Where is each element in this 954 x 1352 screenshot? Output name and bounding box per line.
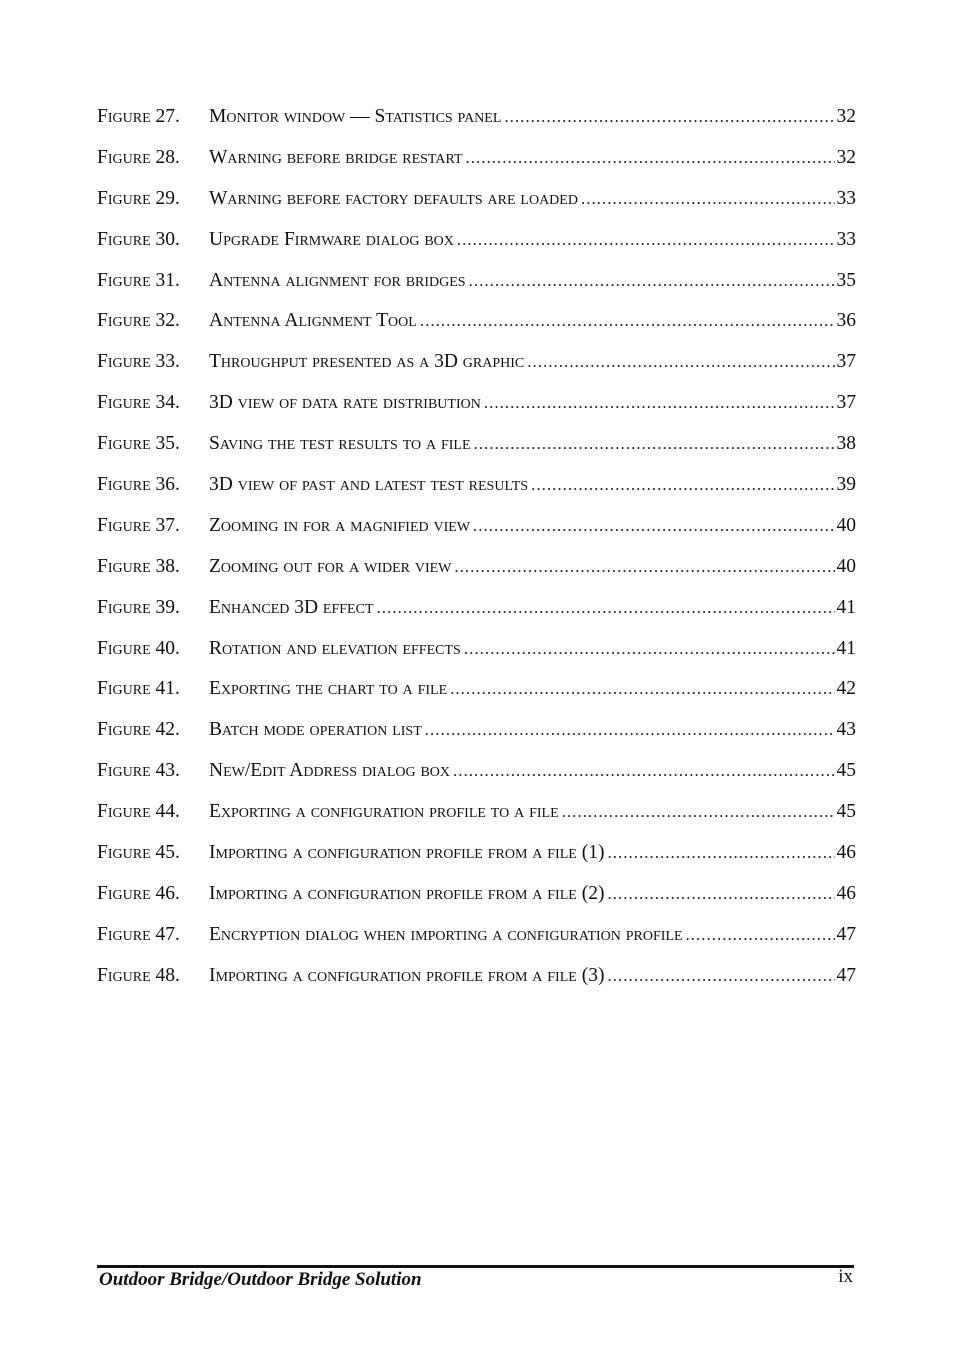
toc-entry[interactable] <box>97 881 856 922</box>
figure-number: Figure 40. <box>97 637 180 659</box>
toc-entry[interactable] <box>97 227 856 268</box>
toc-entry[interactable] <box>97 676 856 717</box>
figure-caption: Throughput presented as a 3D graphic <box>209 351 525 373</box>
figure-number: Figure 44. <box>97 801 180 823</box>
figure-caption: Enhanced 3D effect <box>209 596 374 618</box>
footer-rule <box>97 1265 854 1268</box>
page-number: 45 <box>836 801 856 823</box>
footer-title: Outdoor Bridge/Outdoor Bridge Solution <box>99 1269 422 1290</box>
toc-entry[interactable] <box>97 758 856 799</box>
figure-caption: Batch mode operation list <box>209 719 422 741</box>
figure-number: Figure 47. <box>97 923 180 945</box>
figure-caption: Importing a configuration profile from a file (2) <box>209 882 605 904</box>
page-number: 42 <box>836 678 856 700</box>
figure-caption: 3D view of past and latest test results <box>209 474 529 496</box>
page-number: 32 <box>836 146 856 168</box>
figure-caption: Upgrade Firmware dialog box <box>209 228 454 250</box>
figure-caption: Importing a configuration profile from a file (3) <box>209 964 605 986</box>
toc-entry[interactable] <box>97 268 856 309</box>
page-number: 35 <box>836 269 856 291</box>
dot-leader <box>450 676 834 702</box>
figure-number: Figure 37. <box>97 514 180 536</box>
figure-number: Figure 42. <box>97 719 180 741</box>
page-number: 47 <box>836 964 856 986</box>
toc-entry[interactable] <box>97 636 856 677</box>
page-number: 46 <box>836 882 856 904</box>
page-number: 33 <box>836 187 856 209</box>
figure-caption: Zooming out for a wider view <box>209 555 452 577</box>
figure-number: Figure 43. <box>97 760 180 782</box>
page-number: 40 <box>836 555 856 577</box>
figure-caption: Rotation and elevation effects <box>209 637 461 659</box>
toc-entry[interactable] <box>97 717 856 758</box>
figure-number: Figure 46. <box>97 882 180 904</box>
dot-leader <box>562 799 835 825</box>
dot-leader <box>420 308 835 334</box>
dot-leader <box>457 227 835 253</box>
toc-entry[interactable] <box>97 840 856 881</box>
figure-caption: Antenna Alignment Tool <box>209 310 417 332</box>
toc-entry[interactable] <box>97 595 856 636</box>
figure-caption: Exporting a configuration profile to a file <box>209 801 559 823</box>
figure-caption: Exporting the chart to a file <box>209 678 448 700</box>
dot-leader <box>686 922 835 948</box>
toc-entry[interactable] <box>97 431 856 472</box>
page-number: 40 <box>836 514 856 536</box>
figure-number: Figure 29. <box>97 187 180 209</box>
dot-leader <box>453 758 834 784</box>
page-number: 38 <box>836 433 856 455</box>
toc-entry[interactable] <box>97 554 856 595</box>
figure-caption: Warning before factory defaults are loaded <box>209 187 578 209</box>
toc-entry[interactable] <box>97 472 856 513</box>
toc-entry[interactable] <box>97 513 856 554</box>
figure-number: Figure 32. <box>97 310 180 332</box>
dot-leader <box>469 268 835 294</box>
figure-number: Figure 27. <box>97 106 180 127</box>
figure-caption: New/Edit Address dialog box <box>209 760 451 782</box>
toc-entry[interactable] <box>97 186 856 227</box>
toc-entry[interactable] <box>97 799 856 840</box>
figure-number: Figure 45. <box>97 842 180 864</box>
dot-leader <box>464 636 835 662</box>
page-number: 37 <box>836 392 856 414</box>
page-number: 39 <box>836 474 856 496</box>
page-number: 45 <box>836 760 856 782</box>
dot-leader <box>581 186 835 212</box>
figure-caption: Monitor window — Statistics panel <box>209 106 502 127</box>
toc-entry[interactable] <box>97 922 856 963</box>
dot-leader <box>484 390 835 416</box>
figure-number: Figure 35. <box>97 433 180 455</box>
toc-entry[interactable] <box>97 349 856 390</box>
page-number: 46 <box>836 842 856 864</box>
figure-caption: 3D view of data rate distribution <box>209 392 481 414</box>
toc-entry[interactable] <box>97 308 856 349</box>
dot-leader <box>607 840 834 866</box>
dot-leader <box>474 431 835 457</box>
dot-leader <box>531 472 834 498</box>
dot-leader <box>473 513 834 539</box>
figure-caption: Importing a configuration profile from a file (1) <box>209 842 605 864</box>
table-of-figures <box>97 104 856 1004</box>
figure-number: Figure 30. <box>97 228 180 250</box>
dot-leader <box>377 595 835 621</box>
figure-caption: Antenna alignment for bridges <box>209 269 466 291</box>
toc-entry[interactable] <box>97 390 856 431</box>
figure-caption: Warning before bridge restart <box>209 146 463 168</box>
dot-leader <box>607 963 834 989</box>
dot-leader <box>466 145 835 171</box>
page-number: 41 <box>836 637 856 659</box>
dot-leader <box>527 349 834 375</box>
figure-number: Figure 39. <box>97 596 180 618</box>
page-number: 33 <box>836 228 856 250</box>
toc-entry[interactable] <box>97 963 856 1004</box>
figure-number: Figure 28. <box>97 146 180 168</box>
figure-number: Figure 41. <box>97 678 180 700</box>
page-number: 36 <box>836 310 856 332</box>
dot-leader <box>425 717 835 743</box>
dot-leader <box>454 554 834 580</box>
figure-number: Figure 36. <box>97 474 180 496</box>
page-number: 43 <box>836 719 856 741</box>
page-number: 41 <box>836 596 856 618</box>
figure-number: Figure 38. <box>97 555 180 577</box>
figure-number: Figure 48. <box>97 964 180 986</box>
dot-leader <box>504 104 834 130</box>
footer-page-number: ix <box>838 1266 853 1287</box>
figure-number: Figure 31. <box>97 269 180 291</box>
figure-caption: Zooming in for a magnified view <box>209 514 471 536</box>
figure-number: Figure 33. <box>97 351 180 373</box>
toc-entry[interactable] <box>97 104 856 145</box>
page-number: 47 <box>836 923 856 945</box>
toc-entry[interactable] <box>97 145 856 186</box>
page-number: 37 <box>836 351 856 373</box>
figure-number: Figure 34. <box>97 392 180 414</box>
dot-leader <box>607 881 834 907</box>
page-number: 32 <box>836 106 856 127</box>
figure-caption: Saving the test results to a file <box>209 433 471 455</box>
figure-caption: Encryption dialog when importing a configuration profile <box>209 923 683 945</box>
